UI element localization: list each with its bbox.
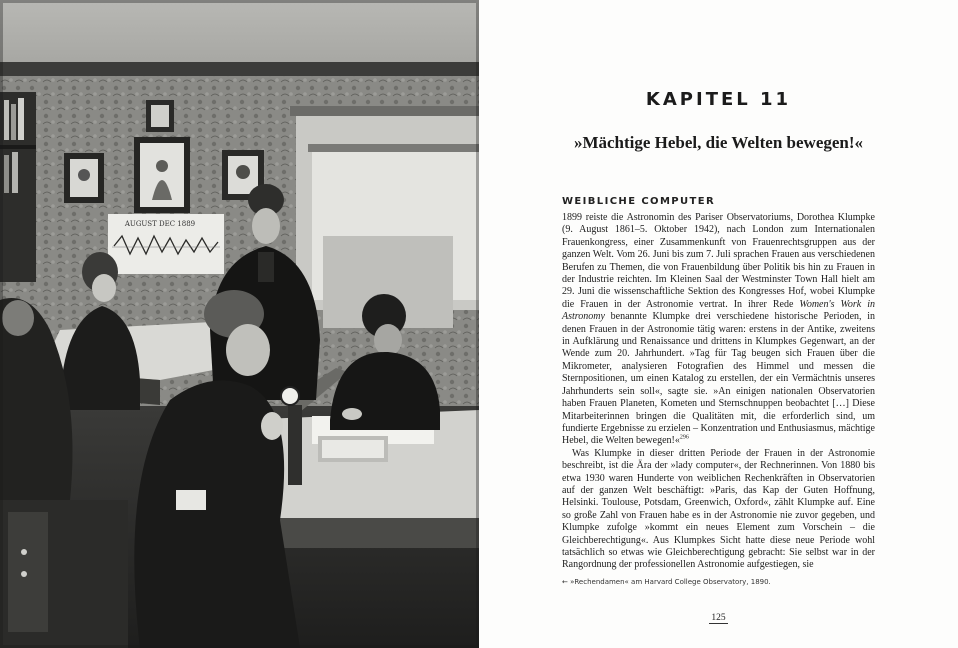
text-page — [479, 0, 958, 648]
paragraph-1-italic-title: Women's Work in Astronomy — [562, 298, 875, 323]
paragraph-2: Was Klumpke in dieser dritten Periode der Frauen in der Astronomie beschreibt, ist die Ära der »lady computer«, der Rechnerinnen. Von 1880 bis etwa 1930 waren Hunderte von weiblichen Rechenkräften in Observatorien auf der ganzen Welt beschäftigt: »Paris, das Kap der Guten Hoffnung, Helsinki. Toulouse, Potsdam, Greenwich, Oxford«, zählt Klumpke auf. Eine so große Zahl von Frauen habe es in der Astronomie nie zuvor gegeben, und Klumpke zufolge »kommt ein neues Element zum Vorschein – die Gleichberechtigung«. Aus Klumpkes Sicht hatte diese neue Periode wohl tatsächlich so etwas wie Gleichberechtigung gebracht: Sie selbst war in der Rangordnung der professionellen Astronomie aufgestiegen, sie — [562, 447, 875, 571]
paragraph-1-part-b: benannte Klumpke drei verschiedene historische Perioden, in denen Frauen in der Astronomie tätig waren: erstens in der Antike, zweitens in Aufklärung und Renaissance und drittens in Klumpkes Gegenwart, an der Wende zum 20. Jahrhundert. »Tag für Tag beugen sich Frauen über die Mikrometer, analysieren Fotografien des Himmel und messen die Sternpositionen, um einen Katalog zu erstellen, der ein Vermächtnis unseres Jahrhunderts sein soll«, sagte sie. »An einigen nationalen Observatorien haben Frauen Planeten, Kometen und Sternschnuppen beobachtet […] Diese Mitarbeiterinnen bringen die Qualitäten mit, die erforderlich sind, um fundierte Ergebnisse zu erzielen – Konzentration und Enthusiasmus, mächtige Hebel, die Welten bewegen!« — [562, 311, 875, 447]
body-text — [562, 212, 875, 572]
page-number-container — [479, 613, 958, 623]
footnote-marker[interactable]: 296 — [679, 434, 689, 441]
paragraph-1-part-a: 1899 reiste die Astronomin des Pariser Observatoriums, Dorothea Klumpke (9. August 1861–5. Oktober 1942), nach London zum Internationalen Frauenkongress, einer Zusammenkunft von Frauenrechtsgruppen aus der ganzen Welt. Vom 26. Juni bis zum 7. Juli sprachen Frauen aus verschiedenen Berufen zu Themen, die von Frauenbildung über Politik bis hin zu Frauen in der Industrie reichten. Im Kleinen Saal der Westminster Town Hall hielt am 29. Juni die wissenschaftliche Sektion des Kongresses Hof, wobei Klumpke die Frauen in der Astronomie vertrat. In ihrer Rede — [562, 212, 875, 310]
chapter-title: »Mächtige Hebel, die Welten bewegen!« — [573, 133, 864, 152]
wall-chart-label: AUGUST DEC 1889 — [124, 220, 196, 228]
wall-chart — [108, 214, 224, 274]
section-label: WEIBLICHE COMPUTER — [562, 196, 716, 207]
photo-caption: ← »Rechendamen« am Harvard College Observatory, 1890. — [562, 578, 771, 586]
page-number: 125 — [711, 613, 726, 623]
chapter-label: KAPITEL 11 — [645, 89, 792, 110]
paragraph-1 — [562, 212, 875, 448]
